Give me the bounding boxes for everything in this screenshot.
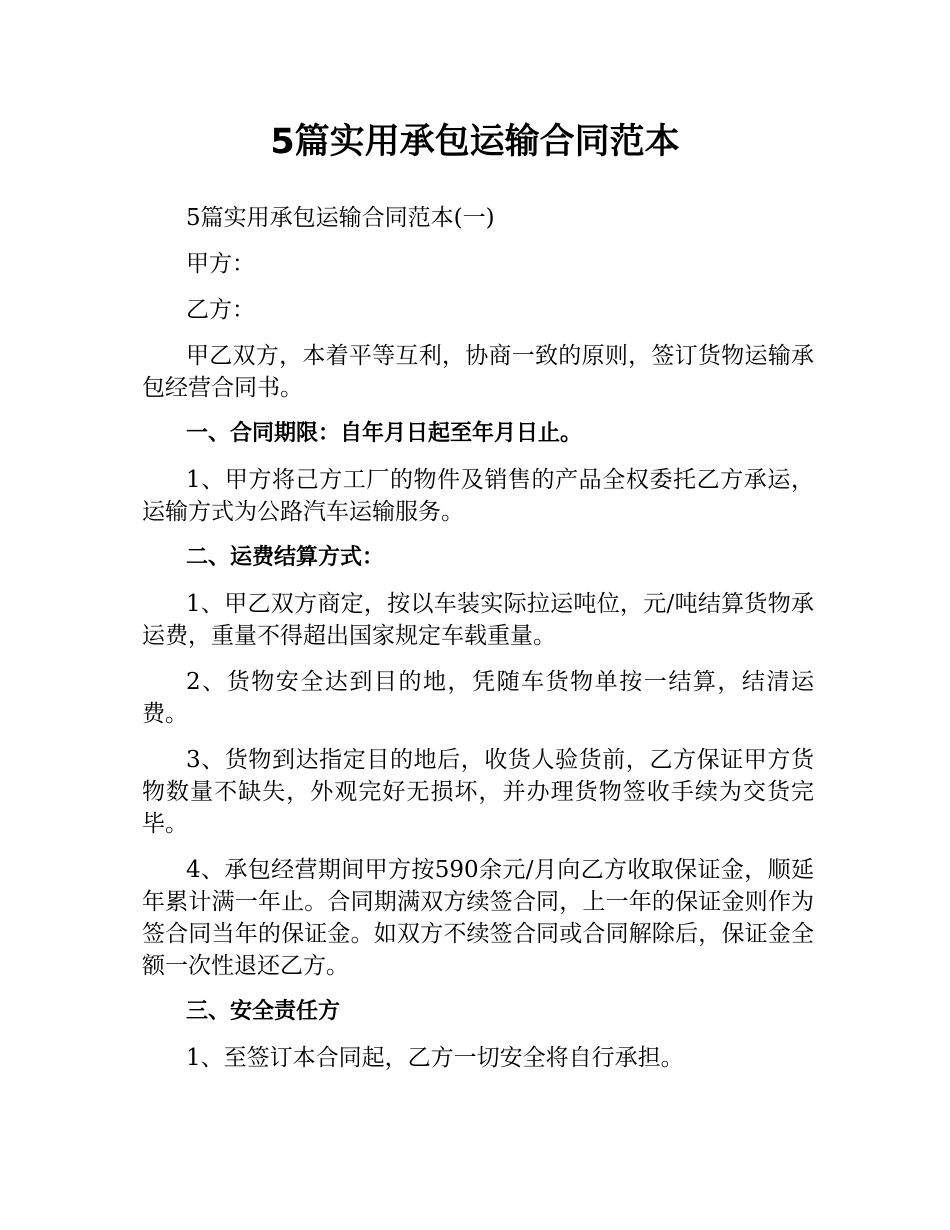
document-body [142, 202, 814, 1088]
paragraph-subtitle: 5篇实用承包运输合同范本(一) [186, 205, 495, 231]
clause-2-2: 2、货物安全达到目的地，凭随车货物单按一结算，结清运费。 [142, 669, 814, 727]
clause-2-3: 3、货物到达指定目的地后，收货人验货前，乙方保证甲方货物数量不缺失，外观完好无损坏，并办理货物签收手续为交货完毕。 [142, 747, 814, 837]
clause-3-1: 1、至签订本合同起，乙方一切安全将自行承担。 [186, 1045, 684, 1071]
section-heading-safety: 三、安全责任方 [186, 999, 341, 1024]
clause-2-1: 1、甲乙双方商定，按以车装实际拉运吨位，元/吨结算货物承运费，重量不得超出国家规定车载重量。 [142, 591, 814, 649]
paragraph-party-a: 甲方： [186, 251, 255, 277]
paragraph-preamble: 甲乙双方，本着平等互利，协商一致的原则，签订货物运输承包经营合同书。 [142, 343, 814, 401]
section-heading-settlement: 二、运费结算方式： [186, 545, 385, 570]
section-heading-term: 一、合同期限：自年月日起至年月日止。 [186, 421, 583, 446]
paragraph-party-b: 乙方： [186, 297, 255, 323]
document-title: 5篇实用承包运输合同范本 [270, 122, 680, 162]
clause-1-1: 1、甲方将己方工厂的物件及销售的产品全权委托乙方承运，运输方式为公路汽车运输服务。 [142, 467, 814, 525]
clause-2-4: 4、承包经营期间甲方按590余元/月向乙方收取保证金，顺延年累计满一年止。合同期满双方续签合同，上一年的保证金则作为签合同当年的保证金。如双方不续签合同或合同解除后，保证金全额一次性退还乙方。 [142, 857, 814, 979]
